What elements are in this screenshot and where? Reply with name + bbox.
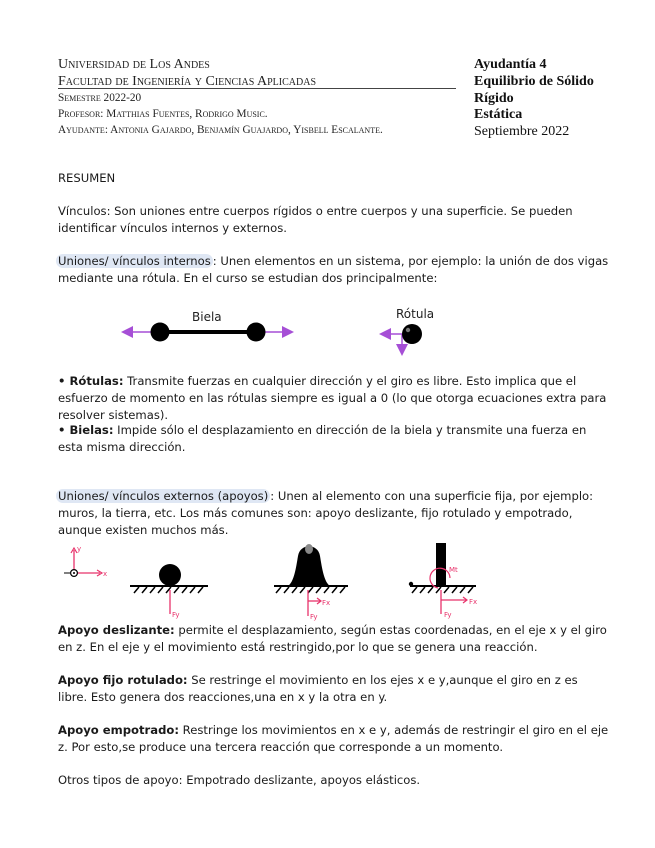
paragraph-fijo-rotulado bbox=[58, 672, 610, 706]
university-name: Universidad de Los Andes bbox=[58, 57, 210, 72]
title-line-4: Estática bbox=[474, 107, 523, 123]
fijo-fx-label: Fx bbox=[322, 599, 331, 607]
paragraph-deslizante bbox=[58, 622, 610, 656]
bielas-label: • Bielas: bbox=[58, 423, 114, 437]
rotula-label: Rótula bbox=[396, 307, 435, 321]
header-rule bbox=[58, 88, 456, 89]
deslizante-hatch bbox=[134, 587, 203, 593]
rotulas-label: • Rótulas: bbox=[58, 374, 124, 388]
apoyo-empotrado-figure bbox=[409, 543, 477, 619]
rotulas-text: Transmite fuerzas en cualquier dirección y el giro es libre. Esto implica que el esfuerzo de momento en las rótulas siempre es igual a 0 (lo que otorga ecuaciones extra para resolver sistemas). bbox=[58, 374, 607, 422]
semester: Semestre 2022-20 bbox=[58, 92, 142, 104]
axis-y-label: y bbox=[77, 545, 82, 553]
paragraph-vinculos: Vínculos: Son uniones entre cuerpos rígidos o entre cuerpos y una superficie. Se pueden identificar vínculos internos y externos. bbox=[58, 204, 573, 235]
professor: Profesor: Matthias Fuentes, Rodrigo Music. bbox=[58, 108, 268, 120]
external-supports-figure bbox=[58, 538, 528, 622]
empotrado-hatch bbox=[412, 587, 473, 593]
externos-label: Uniones/ vínculos externos (apoyos) bbox=[58, 489, 269, 503]
deslizante-label: Apoyo deslizante: bbox=[58, 623, 175, 637]
fijo-hatch bbox=[276, 587, 345, 593]
section-heading-resumen: RESUMEN bbox=[58, 171, 116, 185]
title-line-3: Rígido bbox=[474, 90, 514, 106]
fijo-label: Apoyo fijo rotulado: bbox=[58, 673, 188, 687]
deslizante-fy-label: Fy bbox=[172, 611, 180, 619]
rotula-joint bbox=[402, 324, 422, 344]
fijo-pin-highlight bbox=[305, 544, 313, 554]
paragraph-externos bbox=[58, 488, 610, 539]
coordinate-axes bbox=[64, 545, 107, 578]
date: Septiembre 2022 bbox=[474, 124, 570, 140]
empotrado-fy-label: Fy bbox=[444, 611, 452, 619]
title-line-1: Ayudantía 4 bbox=[474, 57, 547, 72]
apoyo-fijo-rotulado-figure bbox=[274, 544, 348, 621]
paragraph-bielas bbox=[58, 422, 610, 456]
paragraph-empotrado bbox=[58, 722, 610, 756]
biela-left-joint bbox=[151, 323, 170, 342]
empotrado-beam bbox=[436, 543, 446, 586]
faculty-name: Facultad de Ingeniería y Ciencias Aplicadas bbox=[58, 73, 317, 89]
biela-right-joint bbox=[247, 323, 266, 342]
empotrado-fx-label: Fx bbox=[469, 598, 478, 606]
deslizante-roller bbox=[159, 564, 181, 586]
internal-joints-figure bbox=[110, 300, 440, 362]
document-title-block bbox=[474, 57, 649, 141]
internos-text: : Unen elementos en un sistema, por ejemplo: la unión de dos vigas mediante una rótula. En el curso se estudian dos principalmente: bbox=[58, 254, 609, 285]
rotula-diagram bbox=[382, 307, 434, 353]
biela-diagram bbox=[124, 310, 291, 342]
bielas-text: Impide sólo el desplazamiento en dirección de la biela y transmite una fuerza en esta misma dirección. bbox=[58, 423, 587, 454]
document-header bbox=[58, 57, 456, 138]
empotrado-ground-dot bbox=[409, 582, 413, 586]
empotrado-label: Apoyo empotrado: bbox=[58, 723, 179, 737]
title-line-2: Equilibrio de Sólido bbox=[474, 73, 594, 89]
fijo-fy-label: Fy bbox=[310, 613, 318, 621]
z-axis-dot bbox=[73, 572, 75, 574]
paragraph-internos bbox=[58, 253, 610, 287]
paragraph-otros: Otros tipos de apoyo: Empotrado deslizante, apoyos elásticos. bbox=[58, 773, 421, 787]
paragraph-rotulas bbox=[58, 373, 610, 424]
axis-x-label: x bbox=[103, 570, 108, 578]
internos-label: Uniones/ vínculos internos bbox=[58, 254, 211, 268]
fijo-text: Se restringe el movimiento en los ejes x e y,aunque el giro en z es libre. Esto genera dos reacciones,una en x y la otra en y. bbox=[58, 673, 578, 704]
empotrado-mt-label: Mt bbox=[449, 566, 458, 574]
deslizante-text: permite el desplazamiento, según estas coordenadas, en el eje x y el giro en z. En el eje y el movimiento está restringido,por lo que se genera una reacción. bbox=[58, 623, 607, 654]
externos-text: : Unen al elemento con una superficie fija, por ejemplo: muros, la tierra, etc. Los más comunes son: apoyo deslizante, fijo rotulado y empotrado, aunque existen muchos más. bbox=[58, 489, 594, 537]
biela-label: Biela bbox=[192, 310, 222, 324]
assistants: Ayudante: Antonia Gajardo, Benjamín Guajardo, Yisbell Escalante. bbox=[58, 124, 383, 136]
apoyo-deslizante-figure bbox=[130, 564, 208, 619]
rotula-highlight bbox=[406, 328, 410, 332]
empotrado-text: Restringe los movimientos en x e y, además de restringir el giro en el eje z. Por esto,se produce una tercera reacción que corresponde a un momento. bbox=[58, 723, 609, 754]
